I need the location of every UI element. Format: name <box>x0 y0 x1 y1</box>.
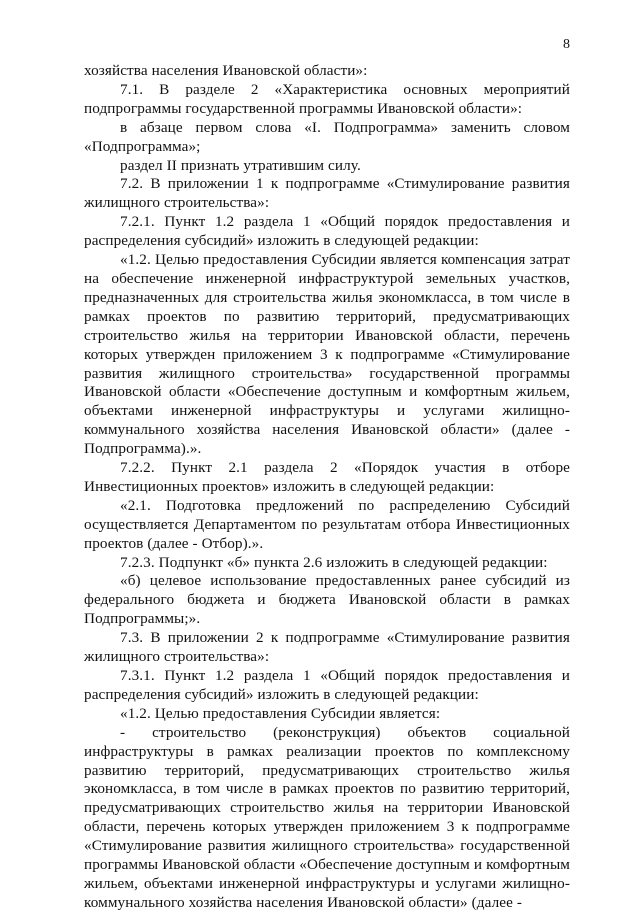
paragraph: «1.2. Целью предоставления Субсидии является: <box>120 704 441 722</box>
paragraph: 7.2.1. Пункт 1.2 раздела 1 «Общий порядок предоставления и распределения субсидий» изложить в следующей редакции: <box>84 213 570 250</box>
paragraph: 7.2.3. Подпункт «б» пункта 2.6 изложить в следующей редакции: <box>120 553 548 571</box>
paragraph: «1.2. Целью предоставления Субсидии является компенсация затрат на обеспечение инженерной инфраструктурой земельных участков, предназначенных для строительства жилья экономкласса, в том числе в рамках проектов по развитию территорий, предусматривающих строительство жилья на территории Ивановской области, перечень которых утвержден приложением 3 к подпрограмме «Стимулирование развития жилищного строительства» государственной программы Ивановской области «Обеспечение доступным и комфортным жильем, объектами инженерной инфраструктуры и услугами жилищно-коммунального хозяйства населения Ивановской области» (далее - Подпрограмма).». <box>84 251 570 458</box>
paragraph: в абзаце первом слова «I. Подпрограмма» заменить словом «Подпрограмма»; <box>84 118 570 155</box>
paragraph: раздел II признать утратившим силу. <box>120 156 361 174</box>
paragraph: 7.2.2. Пункт 2.1 раздела 2 «Порядок участия в отборе Инвестиционных проектов» изложить в следующей редакции: <box>84 459 570 495</box>
paragraph: «б) целевое использование предоставленных ранее субсидий из федерального бюджета и бюджета Ивановской области в рамках Подпрограммы;». <box>84 572 570 628</box>
paragraph: 7.3. В приложении 2 к подпрограмме «Стимулирование развития жилищного строительства»: <box>84 629 570 666</box>
paragraph: - строительство (реконструкция) объектов социальной инфраструктуры в рамках реализации проектов по комплексному развитию территорий, предусматривающих строительство жилья экономкласса, в том числе в рамках проектов по развитию территорий, предусматривающих строительство жилья на территории Ивановской области, перечень которых утвержден приложением 3 к подпрограмме «Стимулирование развития жилищного строительства» государственной программы Ивановской области «Обеспечение доступным и комфортным жильем, объектами инженерной инфраструктуры и услугами жилищно-коммунального хозяйства населения Ивановской области» (далее - <box>84 723 570 911</box>
paragraph: хозяйства населения Ивановской области»: <box>84 62 368 79</box>
document-body <box>84 62 570 913</box>
paragraph: «2.1. Подготовка предложений по распределению Субсидий осуществляется Департаментом по результатам отбора Инвестиционных проектов (далее - Отбор).». <box>84 496 570 552</box>
page-number: 8 <box>563 37 570 52</box>
paragraph: 7.3.1. Пункт 1.2 раздела 1 «Общий порядок предоставления и распределения субсидий» изложить в следующей редакции: <box>84 667 570 703</box>
paragraph: 7.1. В разделе 2 «Характеристика основных мероприятий подпрограммы государственной программы Ивановской области»: <box>84 80 570 117</box>
paragraph: 7.2. В приложении 1 к подпрограмме «Стимулирование развития жилищного строительства»: <box>84 175 570 212</box>
